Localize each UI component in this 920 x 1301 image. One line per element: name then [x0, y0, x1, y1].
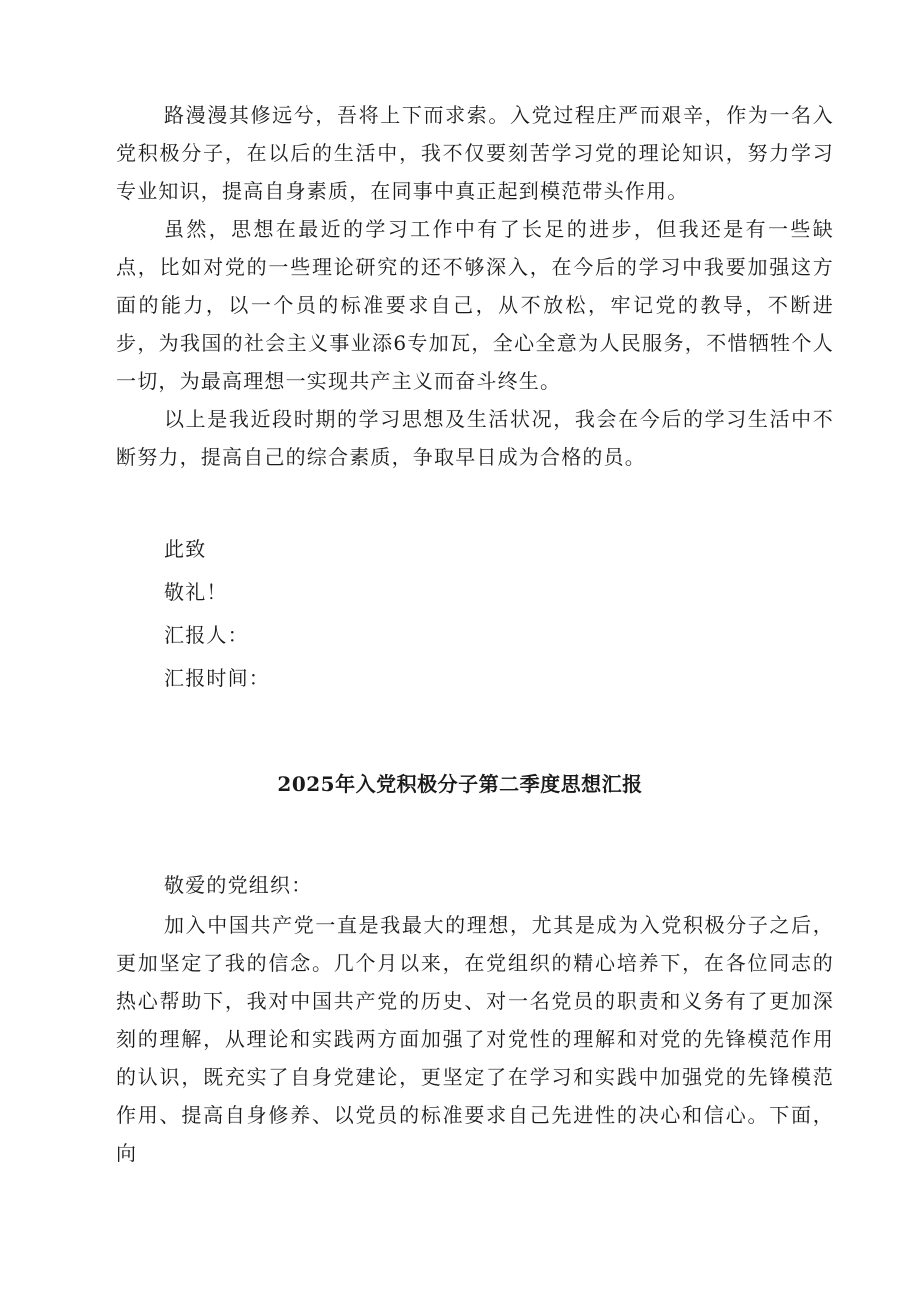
paragraph: 虽然，思想在最近的学习工作中有了长足的进步，但我还是有一些缺点，比如对党的一些理论研究的还不够深入，在今后的学习中我要加强这方面的能力，以一个员的标准要求自己，从不放松，牢记党的教导，不断进步，为我国的社会主义事业添6专加瓦，全心全意为人民服务，不惜牺牲个人一切，为最高理想一实现共产主义而奋斗终生。 — [116, 217, 834, 393]
salutation: 敬爱的党组织： — [164, 873, 313, 897]
paragraph: 路漫漫其修远兮，吾将上下而求索。入党过程庄严而艰辛，作为一名入党积极分子，在以后的生活中，我不仅要刻苦学习党的理论知识，努力学习专业知识，提高自身素质，在同事中真正起到模范带头作用。 — [116, 103, 834, 203]
section1-body — [116, 96, 834, 476]
closing-line: 此致 — [164, 537, 207, 561]
paragraph: 加入中国共产党一直是我最大的理想，尤其是成为入党积极分子之后，更加坚定了我的信念。几个月以来，在党组织的精心培养下，在各位同志的热心帮助下，我对中国共产党的历史、对一名党员的职责和义务有了更加深刻的理解，从理论和实践两方面加强了对党性的理解和对党的先锋模范作用的认识，既充实了自身党建论，更坚定了在学习和实践中加强党的先锋模范作用、提高自身修养、以党员的标准要求自己先进性的决心和信心。下面，向 — [116, 913, 834, 1165]
closing-block — [164, 530, 270, 697]
paragraph: 以上是我近段时期的学习思想及生活状况，我会在今后的学习生活中不断努力，提高自己的综合素质，争取早日成为合格的员。 — [116, 407, 834, 469]
reporter-label: 汇报人： — [164, 623, 249, 647]
section2-body — [116, 906, 834, 1172]
report-date-label: 汇报时间： — [164, 666, 270, 690]
document-title: 2025年入党积极分子第二季度思想汇报 — [277, 772, 643, 796]
salute-line: 敬礼！ — [164, 580, 228, 604]
